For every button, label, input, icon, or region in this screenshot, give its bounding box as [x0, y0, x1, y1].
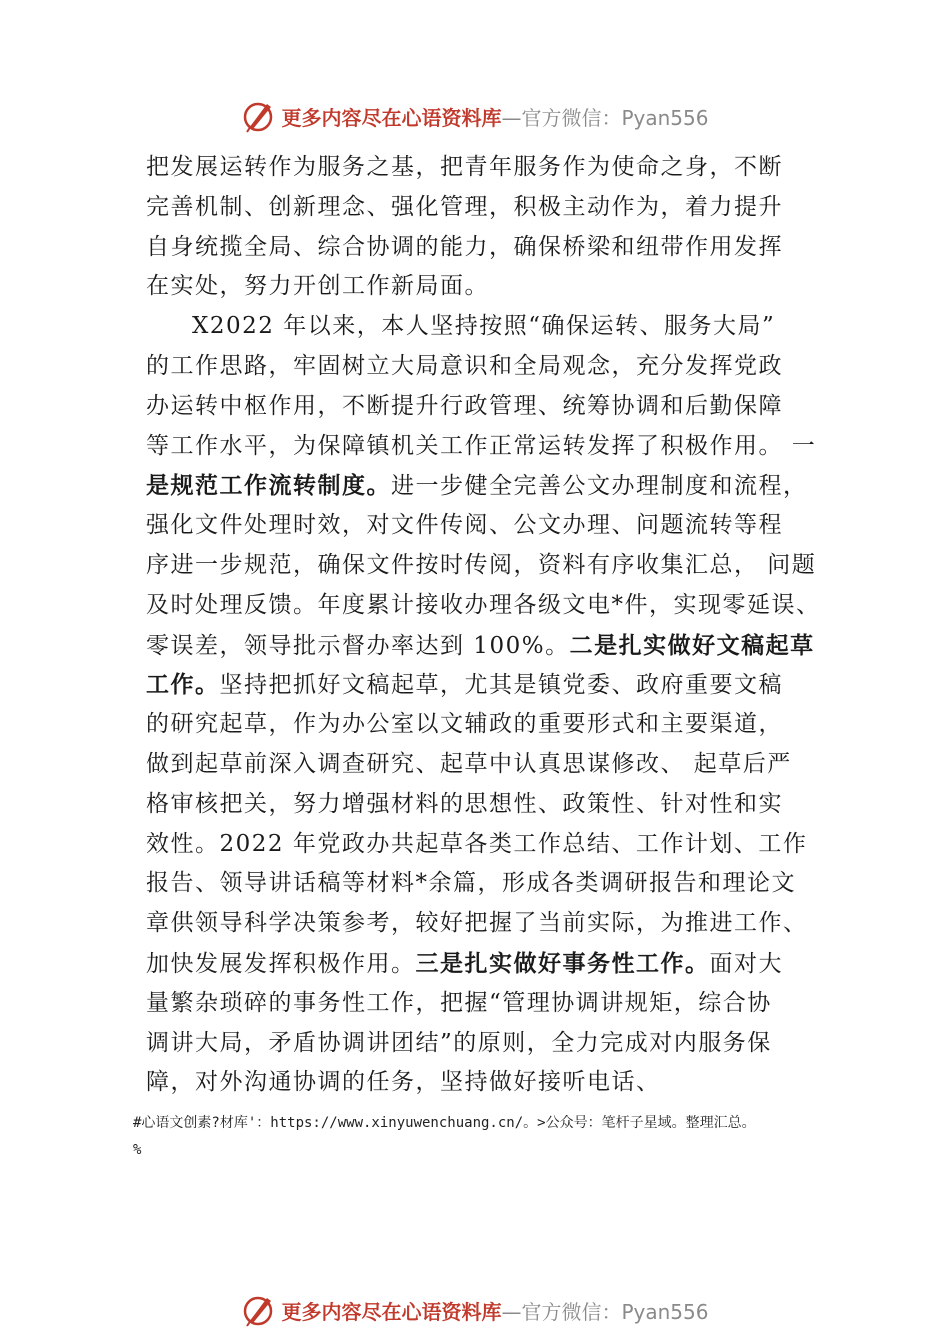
- body-text: 面对大: [709, 950, 783, 977]
- text-line: [146, 1024, 816, 1064]
- body-text: 坚持把抓好文稿起草，尤其是镇党委、政府重要文稿: [219, 672, 783, 699]
- text-line: [146, 188, 816, 228]
- text-line: [146, 148, 816, 188]
- text-line: [146, 347, 816, 387]
- body-text: 障，对外沟通协调的任务，坚持做好接听电话、: [146, 1069, 661, 1096]
- text-line: [146, 984, 816, 1024]
- text-line: [146, 427, 816, 467]
- body-text: 在实处，努力开创工作新局面。: [146, 273, 489, 300]
- text-line: [146, 586, 821, 626]
- text-line: [146, 546, 816, 586]
- text-line: [146, 466, 816, 506]
- body-text: 序进一步规范，确保文件按时传阅，资料有序收集汇总， 问题: [146, 551, 817, 578]
- text-line: [146, 1063, 816, 1103]
- banner-library-text: 更多内容尽在心语资料库: [281, 1299, 502, 1324]
- body-text: 零误差，领导批示督办率达到 100%。: [146, 632, 570, 659]
- banner-wechat-text: —官方微信：Pyan556: [501, 105, 709, 130]
- body-text: 办运转中枢作用，不断提升行政管理、统筹协调和后勤保障: [146, 392, 783, 419]
- banner-wechat-text: —官方微信：Pyan556: [501, 1299, 709, 1324]
- bold-heading-text: 是规范工作流转制度。: [146, 472, 391, 500]
- body-text: 进一步健全完善公文办理制度和流程，: [391, 473, 808, 500]
- body-text: 完善机制、创新理念、强化管理，积极主动作为，着力提升: [146, 193, 783, 220]
- text-line: [146, 307, 816, 347]
- footer-note-line: %: [133, 1142, 142, 1158]
- body-text: 及时处理反馈。年度累计接收办理各级文电*件，实现零延误、: [146, 591, 821, 618]
- text-line: [146, 626, 816, 666]
- body-text: 章供领导科学决策参考，较好把握了当前实际，为推进工作、: [146, 910, 808, 937]
- banner-library-text: 更多内容尽在心语资料库: [281, 105, 502, 130]
- text-line: [146, 506, 816, 546]
- bold-heading-text: 二是扎实做好文稿起草: [569, 631, 815, 659]
- body-text: 格审核把关，努力增强材料的思想性、政策性、针对性和实: [146, 790, 783, 817]
- document-body: [146, 148, 821, 1103]
- text-line: [146, 228, 816, 268]
- text-line: [146, 864, 816, 904]
- body-text: 自身统揽全局、综合协调的能力，确保桥梁和纽带作用发挥: [146, 233, 783, 260]
- body-text: 效性。2022 年党政办共起草各类工作总结、工作计划、工作: [146, 830, 808, 857]
- body-text: 的研究起草，作为办公室以文辅政的重要形式和主要渠道，: [146, 711, 783, 738]
- body-text: 强化文件处理时效，对文件传阅、公文办理、问题流转等程: [146, 512, 783, 539]
- body-text: 调讲大局，矛盾协调讲团结”的原则，全力完成对内服务保: [146, 1029, 772, 1056]
- footer-banner: [0, 1290, 950, 1330]
- body-text: 量繁杂琐碎的事务性工作，把握“管理协调讲规矩，综合协: [146, 989, 772, 1016]
- body-text: 报告、领导讲话稿等材料*余篇，形成各类调研报告和理论文: [146, 870, 796, 897]
- body-text: 加快发展发挥积极作用。: [146, 950, 416, 977]
- text-line: [146, 745, 816, 785]
- body-text: 等工作水平，为保障镇机关工作正常运转发挥了积极作用。 一: [146, 432, 817, 459]
- text-line: [146, 785, 816, 825]
- quill-circle-icon: [241, 98, 277, 134]
- text-line: [146, 665, 816, 705]
- text-line: [146, 944, 816, 984]
- quill-circle-icon: [241, 1292, 277, 1328]
- footer-note: [133, 1110, 853, 1164]
- body-text: 把发展运转作为服务之基，把青年服务作为使命之身，不断: [146, 154, 783, 180]
- bold-heading-text: 三是扎实做好事务性工作。: [415, 949, 710, 977]
- bold-heading-text: 工作。: [146, 671, 220, 699]
- text-line: [146, 904, 816, 944]
- body-text: 的工作思路，牢固树立大局意识和全局观念，充分发挥党政: [146, 352, 783, 379]
- footer-note-line: #心语文创素?材库'：https://www.xinyuwenchuang.cn/。>公众号：笔杆子星域。整理汇总。: [133, 1115, 756, 1131]
- body-text: X2022 年以来，本人坚持按照“确保运转、服务大局”: [192, 313, 776, 340]
- body-text: 做到起草前深入调查研究、起草中认真思谋修改、 起草后严: [146, 750, 792, 777]
- text-line: [146, 387, 816, 427]
- text-line: [146, 267, 816, 307]
- text-line: [146, 825, 816, 865]
- text-line: [146, 705, 816, 745]
- header-banner: [0, 96, 950, 136]
